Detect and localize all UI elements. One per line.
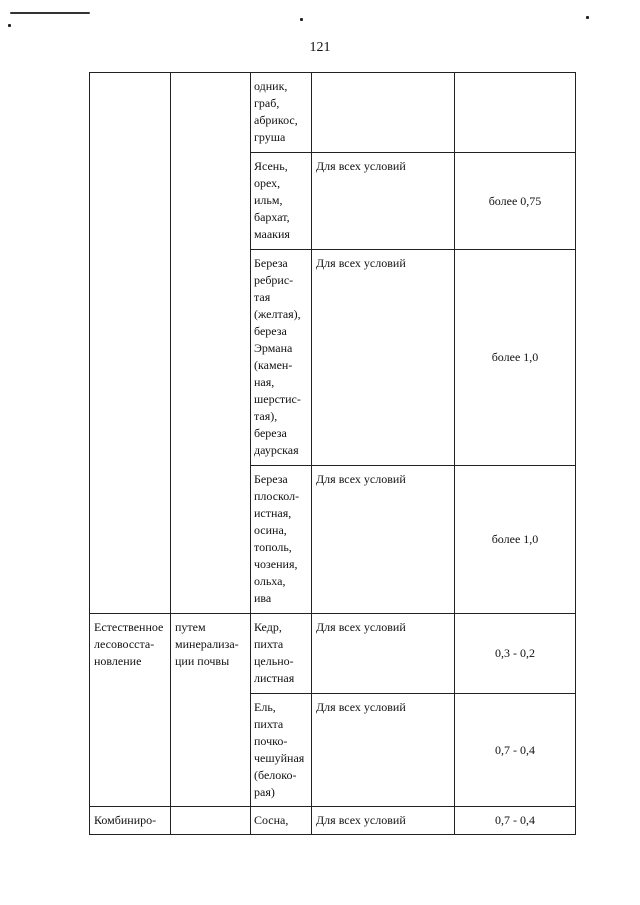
table-row [90,694,576,807]
method-cell [90,466,171,614]
conditions-cell [312,694,455,807]
value-text: более 1,0 [491,350,539,364]
conditions-cell [312,250,455,466]
method-cell [90,694,171,807]
scan-speck [8,24,11,27]
conditions-cell [312,466,455,614]
species-table [89,72,576,835]
species-cell [251,466,312,614]
method-cell [90,250,171,466]
species-text: Сосна, [254,813,289,827]
conditions-text: Для всех условий [316,813,406,827]
species-text: Береза плоскол- истная, осина, тополь, чозения, ольха, ива [254,472,300,605]
technique-cell [171,807,251,835]
value-text: более 1,0 [491,532,539,546]
table-row [90,250,576,466]
technique-cell [171,466,251,614]
species-text: Ясень, орех, ильм, бархат, маакия [254,159,290,241]
species-cell [251,73,312,153]
species-cell [251,614,312,694]
table-row [90,614,576,694]
value-cell [455,466,576,614]
technique-text: путем минерализа- ции почвы [175,620,239,668]
species-text: Ель, пихта почко- чешуйная (белоко- рая) [254,700,305,799]
value-cell [455,614,576,694]
table-row [90,466,576,614]
method-cell [90,153,171,250]
table-row [90,153,576,250]
species-cell [251,807,312,835]
value-text: более 0,75 [488,193,542,208]
value-cell [455,694,576,807]
scan-speck [300,18,303,21]
page-number: 121 [309,40,331,55]
conditions-text: Для всех условий [316,700,406,714]
value-cell [455,153,576,250]
conditions-text: Для всех условий [316,159,406,173]
species-text: Кедр, пихта цельно- листная [254,620,295,685]
method-cell [90,614,171,694]
scan-speck [10,12,90,14]
technique-cell [171,250,251,466]
species-cell [251,694,312,807]
technique-cell [171,614,251,694]
value-cell [455,73,576,153]
conditions-cell [312,614,455,694]
value-text: 0,7 - 0,4 [495,742,535,757]
conditions-cell [312,807,455,835]
species-text: Береза ребрис- тая (желтая), береза Эрмана (камен- ная, шерстис- тая), береза даурская [254,256,301,457]
table-row [90,73,576,153]
value-text: 0,3 - 0,2 [495,646,535,660]
conditions-cell [312,73,455,153]
technique-cell [171,694,251,807]
method-cell [90,73,171,153]
value-cell [455,807,576,835]
conditions-cell [312,153,455,250]
method-text: Естественное лесовосста- новление [94,620,164,668]
method-text: Комбиниро- [94,813,157,827]
conditions-text: Для всех условий [316,620,406,634]
technique-cell [171,73,251,153]
method-cell [90,807,171,835]
value-text: 0,7 - 0,4 [495,813,535,827]
species-cell [251,153,312,250]
species-cell [251,250,312,466]
scan-speck [586,16,589,19]
species-text: одник, граб, абрикос, груша [254,79,298,144]
table-row [90,807,576,835]
technique-cell [171,153,251,250]
conditions-text: Для всех условий [316,472,406,486]
conditions-text: Для всех условий [316,256,406,270]
value-cell [455,250,576,466]
